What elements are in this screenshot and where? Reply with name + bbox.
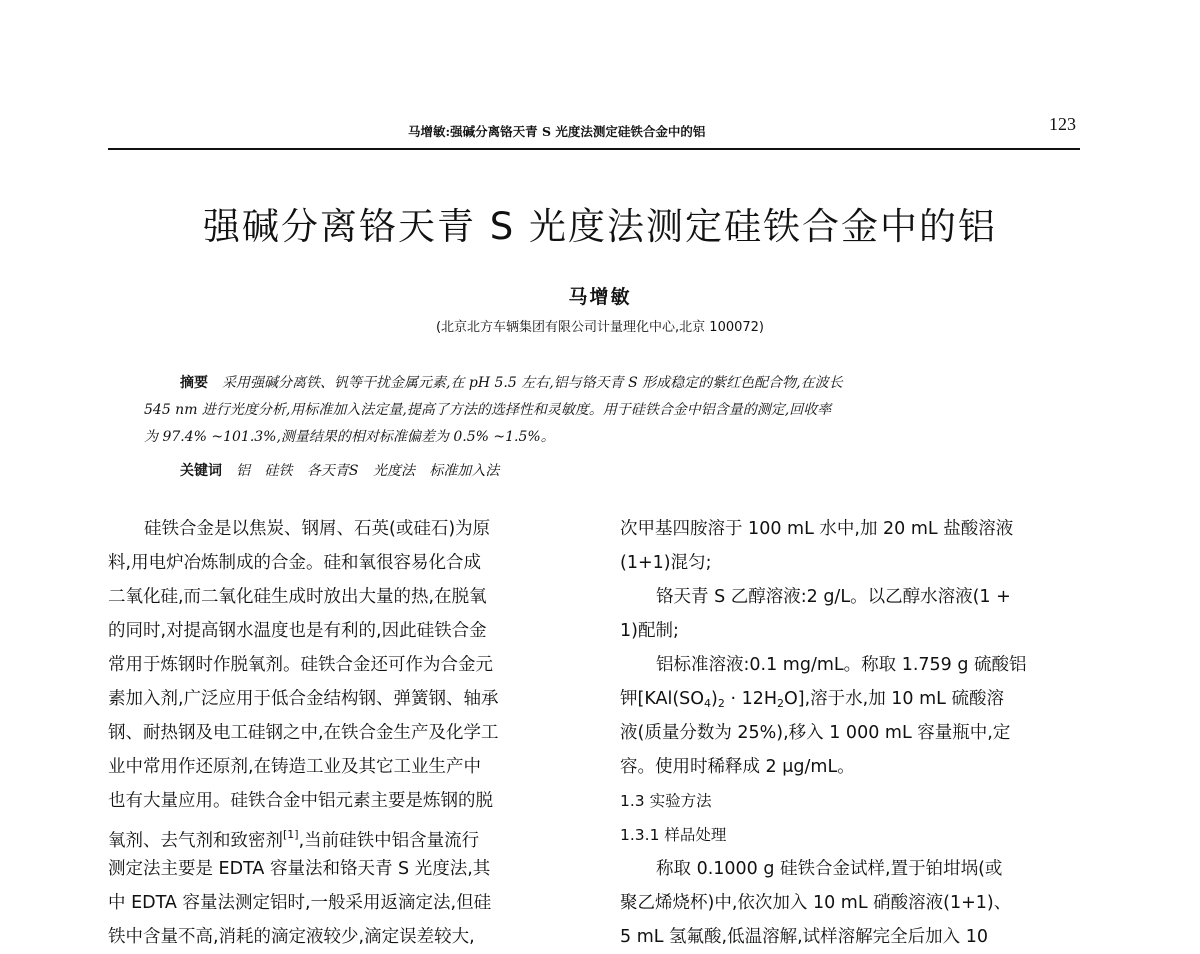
body-line: 测定法主要是 EDTA 容量法和铬天青 S 光度法,其 (108, 859, 491, 879)
author-affiliation: (北京北方车辆集团有限公司计量理化中心,北京 100072) (435, 320, 765, 335)
running-head: 马增敏:强碱分离铬天青 S 光度法测定硅铁合金中的铝 (408, 124, 706, 139)
abstract-line: 摘要 采用强碱分离铁、钒等干扰金属元素,在 pH 5.5 左右,铝与铬天青 S 形成稳定的紫红色配合物,在波长 (180, 375, 843, 391)
body-line: 铝标准溶液:0.1 mg/mL。称取 1.759 g 硫酸铝 (656, 655, 1027, 675)
left-column (108, 512, 578, 954)
keywords-label: 关键词 (180, 463, 222, 479)
keywords (180, 460, 499, 480)
abstract-line: 为 97.4% ~101.3%,测量结果的相对标准偏差为 0.5% ~1.5%。 (144, 429, 555, 445)
article-author: 马增敏 (568, 286, 632, 308)
right-column (620, 512, 1090, 954)
body-line: 素加入剂,广泛应用于低合金结构钢、弹簧钢、轴承 (108, 689, 499, 709)
body-line: 铬天青 S 乙醇溶液:2 g/L。以乙醇水溶液(1 + (656, 587, 1011, 607)
body-line: (1+1)混匀; (620, 553, 712, 573)
body-line: 料,用电炉冶炼制成的合金。硅和氧很容易化合成 (108, 553, 482, 573)
body-line: 钢、耐热钢及电工硅钢之中,在铁合金生产及化学工 (108, 723, 499, 743)
citation-ref: [1] (283, 828, 299, 841)
body-line: 二氧化硅,而二氧化硅生成时放出大量的热,在脱氧 (108, 587, 487, 607)
body-line: 容。使用时稀释成 2 μg/mL。 (620, 757, 855, 777)
keywords-text: 铝 硅铁 各天青S 光度法 标准加入法 (236, 463, 500, 479)
body-line: 氧剂、去气剂和致密剂[1],当前硅铁中铝含量流行 (108, 828, 480, 851)
body-line: 5 mL 氢氟酸,低温溶解,试样溶解完全后加入 10 (620, 927, 989, 947)
subsection-heading: 1.3.1 样品处理 (620, 826, 727, 844)
body-line: 中 EDTA 容量法测定铝时,一般采用返滴定法,但硅 (108, 893, 492, 913)
article-title: 强碱分离铬天青 S 光度法测定硅铁合金中的铝 (202, 205, 997, 248)
body-line: 液(质量分数为 25%),移入 1 000 mL 容量瓶中,定 (620, 723, 1011, 743)
section-heading: 1.3 实验方法 (620, 792, 712, 810)
abstract (144, 370, 1064, 451)
page-number: 123 (1049, 114, 1076, 134)
body-line: 业中常用作还原剂,在铸造工业及其它工业生产中 (108, 757, 482, 777)
body-line: 聚乙烯烧杯)中,依次加入 10 mL 硝酸溶液(1+1)、 (620, 893, 1012, 913)
body-line: 1)配制; (620, 621, 679, 641)
abstract-label: 摘要 (180, 375, 208, 391)
abstract-line: 545 nm 进行光度分析,用标准加入法定量,提高了方法的选择性和灵敏度。用于硅铁合金中铝含量的测定,回收率 (144, 402, 832, 418)
body-line: 铁中含量不高,消耗的滴定液较少,滴定误差较大, (108, 927, 475, 947)
body-line: 钾$[KAl(SO_4)_2 \cdot 12H_2O]$,溶于水,加 10 mL 硫酸溶 (620, 689, 1004, 710)
body-line: 常用于炼钢时作脱氧剂。硅铁合金还可作为合金元 (108, 655, 493, 675)
body-line: 次甲基四胺溶于 100 mL 水中,加 20 mL 盐酸溶液 (620, 519, 1014, 539)
body-line: 的同时,对提高钢水温度也是有利的,因此硅铁合金 (108, 621, 487, 641)
body-line: 称取 0.1000 g 硅铁合金试样,置于铂坩埚(或 (656, 859, 1003, 879)
body-line: 硅铁合金是以焦炭、钢屑、石英(或硅石)为原 (144, 519, 491, 539)
body-line: 也有大量应用。硅铁合金中铝元素主要是炼钢的脱 (108, 791, 493, 811)
page-header (108, 112, 1080, 150)
